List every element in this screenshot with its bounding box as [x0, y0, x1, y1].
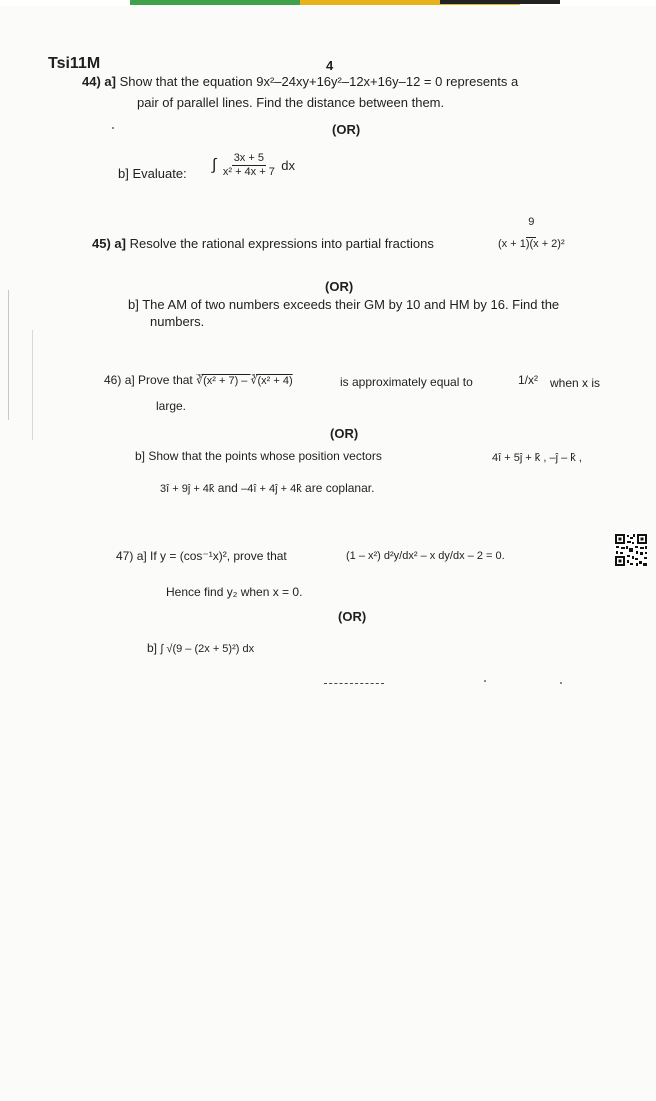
- q45a-fraction: [496, 216, 567, 251]
- part-label: b]: [135, 449, 146, 463]
- top-edge-dark: [440, 0, 560, 4]
- or-label: (OR): [338, 609, 367, 624]
- q45b-text: The AM of two numbers exceeds their GM by 10 and HM by 16. Find the: [142, 297, 560, 312]
- q44b-text: Evaluate:: [132, 166, 187, 181]
- q45b-text: numbers.: [150, 314, 205, 329]
- q46b-and: and: [217, 481, 238, 495]
- q46-b-line: [135, 449, 382, 463]
- part-label: b]: [118, 166, 129, 181]
- scan-speck: [560, 682, 562, 684]
- q46b-text: are coplanar.: [305, 481, 375, 495]
- q47a-text: Hence find y₂ when x = 0.: [166, 585, 303, 599]
- q47a-equation: (1 – x²) d²y/dx² – x dy/dx – 2 = 0.: [346, 550, 505, 562]
- denominator: (x + 1)(x + 2)²: [498, 238, 565, 250]
- scan-margin-line: [8, 290, 9, 420]
- question-number: 46): [104, 373, 122, 387]
- q44a-text: pair of parallel lines. Find the distance between them.: [137, 95, 445, 110]
- q46-b-line-2: [160, 481, 374, 495]
- q44b-label-text: [118, 166, 187, 181]
- q46b-text: Show that the points whose position vectors: [148, 449, 382, 463]
- scan-margin-line: [32, 330, 33, 440]
- q44b-integral: [212, 152, 295, 179]
- q46b-vectors: 3î + 9ĵ + 4k̂: [160, 483, 215, 495]
- q47-line-1: [116, 549, 287, 563]
- q46a-fraction: 1/x²: [518, 373, 539, 387]
- q45a-text: Resolve the rational expressions into partial fractions: [129, 236, 434, 251]
- scan-speck: [112, 127, 114, 129]
- q46a-text: is approximately equal to: [340, 375, 473, 389]
- q44-line-1: [82, 74, 518, 89]
- q46b-vectors: –4î + 4ĵ + 4k̂: [241, 483, 302, 495]
- q44a-text: Show that the equation: [119, 74, 253, 89]
- question-number: 45): [92, 236, 111, 251]
- q46a-text: when x is: [550, 376, 601, 390]
- q44a-equation: 9x²–24xy+16y²–12x+16y–12 = 0: [256, 74, 443, 89]
- or-label: (OR): [332, 122, 361, 137]
- or-label: (OR): [330, 426, 359, 441]
- part-label: a]: [136, 549, 147, 563]
- denominator: x² + 4x + 7: [222, 166, 275, 178]
- qr-code-icon: [614, 533, 648, 567]
- part-label: a]: [104, 74, 116, 89]
- integral-sign: ∫: [212, 156, 217, 174]
- q46-line-1: [104, 373, 293, 387]
- part-label: a]: [114, 236, 126, 251]
- q44b-fraction: [221, 152, 277, 179]
- q47a-text: If y = (cos⁻¹x)², prove that: [150, 549, 287, 563]
- q46a-text: Prove that: [138, 373, 193, 387]
- part-label: b]: [128, 297, 139, 312]
- q44a-text: represents a: [445, 74, 519, 89]
- question-number: 44): [82, 74, 101, 89]
- part-label: b]: [147, 641, 158, 655]
- q45-line-1: [92, 236, 434, 251]
- end-dash-line: [324, 683, 384, 684]
- numerator: 9: [526, 216, 536, 238]
- q46b-vectors: 4î + 5ĵ + k̂ , –ĵ – k̂ ,: [492, 452, 582, 464]
- q45-b-line: [128, 297, 559, 312]
- q45a-fraction-wrap: [496, 216, 567, 251]
- q47-b-line: [147, 641, 254, 655]
- q46a-expression: ∛(x² + 7) – ∛(x² + 4): [196, 375, 293, 387]
- top-edge-green: [130, 0, 310, 5]
- top-edge-strip: [0, 0, 656, 6]
- dx: dx: [281, 158, 296, 173]
- paper-code: Tsi11M: [48, 55, 101, 72]
- q47b-integral: ∫ √(9 – (2x + 5)²) dx: [160, 643, 255, 655]
- part-label: a]: [124, 373, 135, 387]
- q46a-text: large.: [156, 399, 187, 413]
- question-number: 47): [116, 549, 134, 563]
- page-number: 4: [326, 58, 334, 73]
- numerator: 3x + 5: [233, 152, 264, 164]
- scan-speck: [484, 680, 486, 682]
- or-label: (OR): [325, 279, 354, 294]
